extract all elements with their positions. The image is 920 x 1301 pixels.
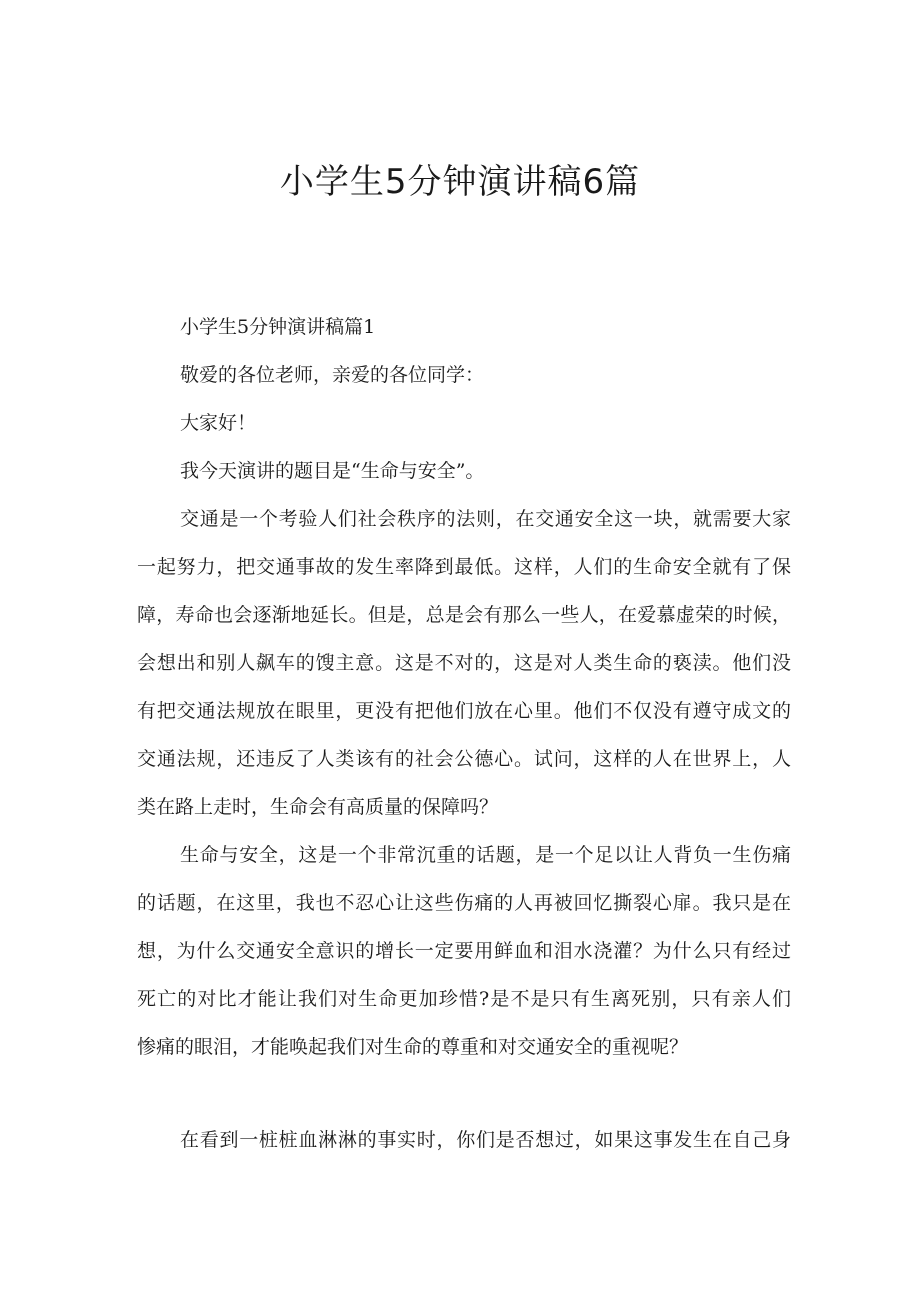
paragraph-3-line-1: 在看到一桩桩血淋淋的事实时，你们是否想过，如果这事发生在自己身 bbox=[180, 1129, 791, 1151]
paragraph-2-line-5: 惨痛的眼泪，才能唤起我们对生命的尊重和对交通安全的重视呢？ bbox=[137, 1036, 689, 1058]
paragraph-1-line-3: 障，寿命也会逐渐地延长。但是，总是会有那么一些人，在爱慕虚荣的时候， bbox=[137, 604, 791, 626]
paragraph-2-line-4: 死亡的对比才能让我们对生命更加珍惜?是不是只有生离死别，只有亲人们 bbox=[137, 988, 791, 1010]
paragraph-1-line-4: 会想出和别人飙车的馊主意。这是不对的，这是对人类生命的亵渎。他们没 bbox=[137, 652, 791, 674]
paragraph-1-line-6: 交通法规，还违反了人类该有的社会公德心。试问，这样的人在世界上，人 bbox=[137, 748, 791, 770]
paragraph-1-line-1: 交通是一个考验人们社会秩序的法则，在交通安全这一块，就需要大家 bbox=[180, 508, 791, 530]
paragraph-2-line-2: 的话题，在这里，我也不忍心让这些伤痛的人再被回忆撕裂心扉。我只是在 bbox=[137, 892, 791, 914]
document-title: 小学生5分钟演讲稿6篇 bbox=[279, 162, 641, 202]
section-heading: 小学生5分钟演讲稿篇1 bbox=[180, 316, 376, 338]
speech-topic: 我今天演讲的题目是“生命与安全”。 bbox=[180, 460, 485, 482]
salutation: 敬爱的各位老师，亲爱的各位同学： bbox=[180, 364, 485, 386]
paragraph-1-line-2: 一起努力，把交通事故的发生率降到最低。这样，人们的生命安全就有了保 bbox=[137, 556, 791, 578]
paragraph-1-line-7: 类在路上走时，生命会有高质量的保障吗？ bbox=[137, 796, 499, 818]
paragraph-2-line-1: 生命与安全，这是一个非常沉重的话题，是一个足以让人背负一生伤痛 bbox=[180, 844, 791, 866]
greeting: 大家好！ bbox=[180, 412, 257, 434]
paragraph-1-line-5: 有把交通法规放在眼里，更没有把他们放在心里。他们不仅没有遵守成文的 bbox=[137, 700, 791, 722]
paragraph-2-line-3: 想，为什么交通安全意识的增长一定要用鲜血和泪水浇灌？为什么只有经过 bbox=[137, 940, 791, 962]
